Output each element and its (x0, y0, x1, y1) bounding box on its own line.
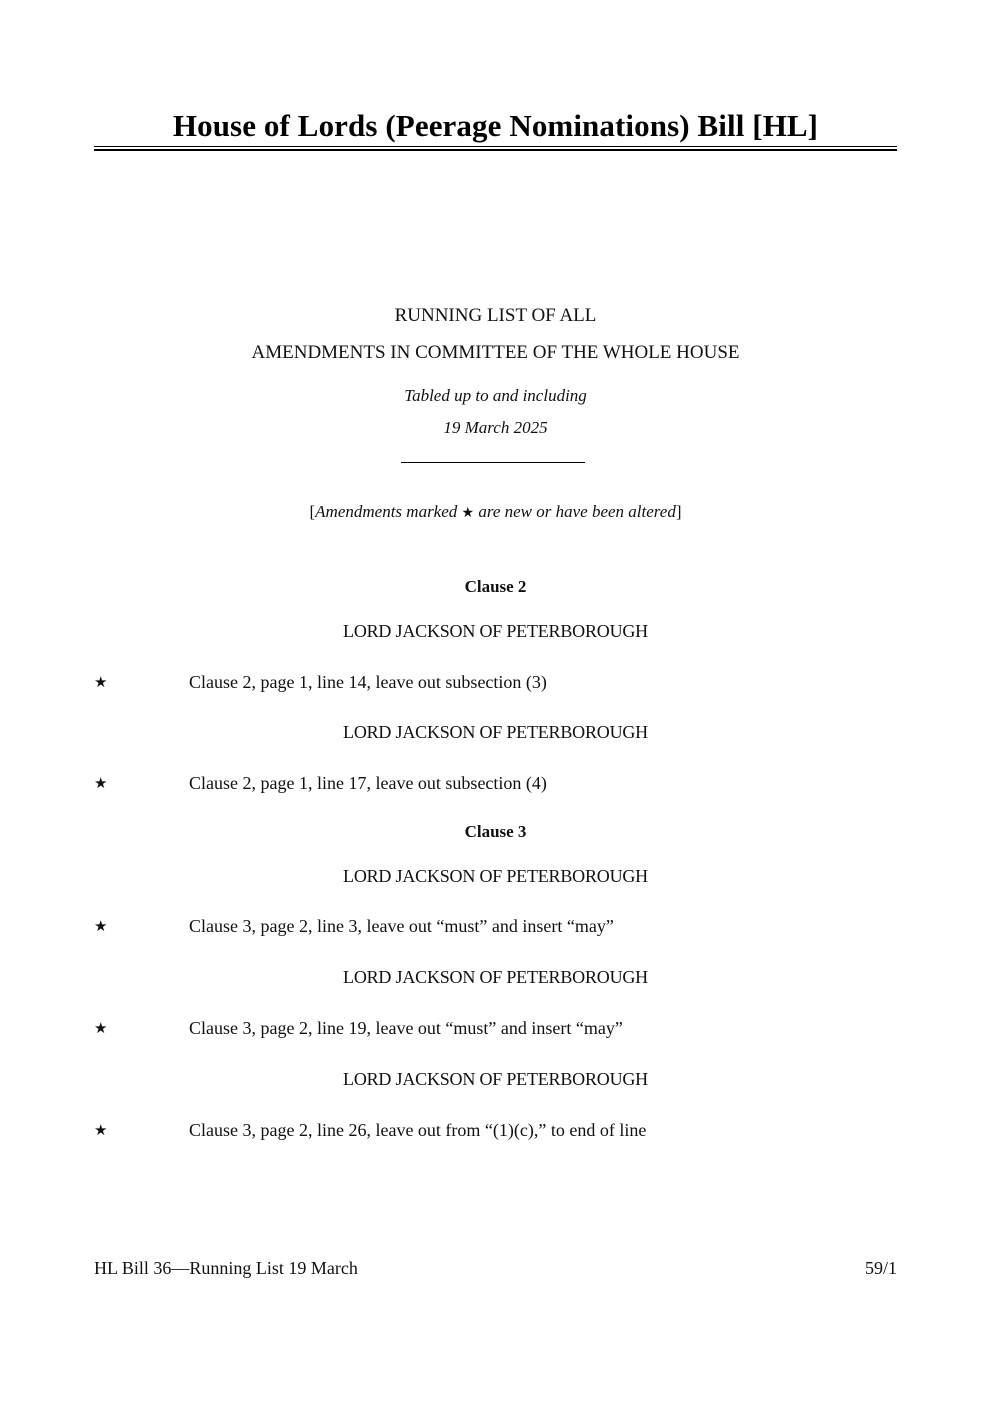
amendment-item (94, 670, 897, 694)
tabled-line-1: Tabled up to and including (404, 386, 587, 405)
footer-bill-reference: HL Bill 36—Running List 19 March (94, 1258, 358, 1278)
star-icon: ★ (94, 673, 108, 691)
clause-heading-2: Clause 2 (464, 577, 527, 596)
amendment-item (94, 1118, 897, 1142)
member-name: LORD JACKSON OF PETERBOROUGH (343, 967, 648, 987)
bill-title: House of Lords (Peerage Nominations) Bill [HL] (172, 108, 819, 143)
amendment-text: Clause 3, page 2, line 19, leave out “must” and insert “may” (189, 1018, 623, 1038)
star-icon: ★ (461, 505, 475, 521)
note-bracket-close: ] (675, 502, 682, 521)
star-icon: ★ (94, 917, 108, 935)
tabled-date: 19 March 2025 (443, 418, 548, 437)
star-icon: ★ (94, 1121, 108, 1139)
member-name: LORD JACKSON OF PETERBOROUGH (343, 621, 648, 641)
star-icon: ★ (94, 1019, 108, 1037)
amendments-note (94, 500, 897, 525)
amendment-item (94, 771, 897, 795)
note-text-before: Amendments marked (315, 502, 462, 521)
amendment-text: Clause 3, page 2, line 3, leave out “must” and insert “may” (189, 916, 614, 936)
footer-page-number: 59/1 (864, 1258, 897, 1278)
member-name: LORD JACKSON OF PETERBOROUGH (343, 1069, 648, 1089)
subtitle-line-2: AMENDMENTS IN COMMITTEE OF THE WHOLE HOUSE (251, 342, 740, 363)
amendment-text: Clause 3, page 2, line 26, leave out from “(1)(c),” to end of line (189, 1120, 647, 1140)
star-icon: ★ (94, 774, 108, 792)
amendment-item (94, 914, 897, 938)
title-rule-thick (94, 149, 897, 151)
subtitle-line-1: RUNNING LIST OF ALL (394, 305, 597, 326)
amendment-text: Clause 2, page 1, line 14, leave out subsection (3) (189, 672, 547, 692)
member-name: LORD JACKSON OF PETERBOROUGH (343, 722, 648, 742)
clause-heading-3: Clause 3 (464, 822, 527, 841)
amendment-item (94, 1016, 897, 1040)
title-rule-thin (94, 146, 897, 147)
section-divider (401, 462, 585, 463)
note-text-after: are new or have been altered (474, 502, 676, 521)
amendment-text: Clause 2, page 1, line 17, leave out subsection (4) (189, 773, 547, 793)
member-name: LORD JACKSON OF PETERBOROUGH (343, 866, 648, 886)
note-bracket-open: [ (309, 502, 316, 521)
